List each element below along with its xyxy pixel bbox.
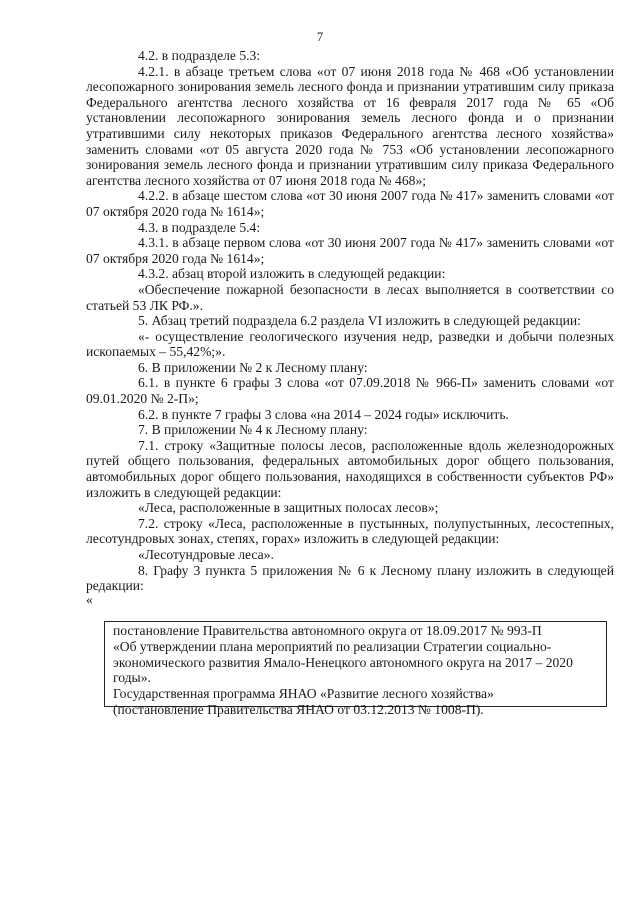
paragraph-quote-forest-tundra: «Лесотундровые леса». bbox=[138, 547, 274, 562]
table-cell-box bbox=[104, 621, 607, 717]
paragraph-4-3: 4.3. в подразделе 5.4: bbox=[138, 219, 261, 235]
page-number: 7 bbox=[316, 30, 324, 44]
paragraph-6: 6. В приложении № 2 к Лесному плану: bbox=[138, 359, 368, 375]
table-cell-line-program: Государственная программа ЯНАО «Развитие лесного хозяйства» bbox=[113, 686, 494, 702]
paragraph-4-3-1: 4.3.1. в абзаце первом слова «от 30 июня 2007 года № 417» заменить словами «от 07 октября 2020 года № 1614»; bbox=[86, 235, 614, 266]
paragraph-4-3-2: 4.3.2. абзац второй изложить в следующей редакции: bbox=[138, 266, 446, 282]
paragraph-4-2-2: 4.2.2. в абзаце шестом слова «от 30 июня 2007 года № 417» заменить словами «от 07 октября 2020 года № 1614»; bbox=[86, 188, 614, 219]
paragraph-6-1: 6.1. в пункте 6 графы 3 слова «от 07.09.2018 № 966-П» заменить словами «от 09.01.2020 № 2-П»; bbox=[86, 375, 614, 407]
paragraph-quote-geology: «- осуществление геологического изучения недр, разведки и добычи полезных ископаемых – 55,42%;». bbox=[86, 328, 614, 360]
paragraph-8: 8. Графу 3 пункта 5 приложения № 6 к Лесному плану изложить в следующей редакции: bbox=[86, 562, 614, 594]
paragraph-6-2: 6.2. в пункте 7 графы 3 слова «на 2014 – 2024 годы» исключить. bbox=[138, 406, 509, 422]
paragraph-4-2: 4.2. в подразделе 5.3: bbox=[138, 48, 261, 63]
paragraph-7-2: 7.2. строку «Леса, расположенные в пустынных, полупустынных, лесостепных, лесотундровых зонах, степях, горах» изложить в следующей редакции: bbox=[86, 515, 614, 547]
paragraph-5: 5. Абзац третий подраздела 6.2 раздела VI изложить в следующей редакции: bbox=[138, 313, 581, 329]
document-body bbox=[86, 48, 614, 606]
table-cell-line-resolution: (постановление Правительства ЯНАО от 03.12.2013 № 1008-П). bbox=[113, 701, 484, 717]
table-cell-line-decree: постановление Правительства автономного округа от 18.09.2017 № 993-П bbox=[113, 623, 542, 638]
paragraph-7-1: 7.1. строку «Защитные полосы лесов, расположенные вдоль железнодорожных путей общего пользования, федеральных автомобильных дорог общего пользования, автомобильных дорог общего пользования, находящихся в собственности субъектов РФ» изложить в следующей редакции: bbox=[86, 437, 614, 500]
paragraph-7: 7. В приложении № 4 к Лесному плану: bbox=[138, 422, 368, 438]
paragraph-4-2-1: 4.2.1. в абзаце третьем слова «от 07 июня 2018 года № 468 «Об установлении лесопожарного зонирования земель лесного фонда и признании утратившим силу приказа Федерального агентства лесного хозяйства от 16 февраля 2017 года № 65 «Об установлении лесопожарного зонирования земель лесного фонда и о признании утратившими силу некоторых приказов Федерального агентства лесного хозяйства» заменить словами «от 05 августа 2020 года № 753 «Об установлении лесопожарного зонирования земель лесного фонда и признании утратившим силу приказа Федерального агентства лесного хозяйства от 07 июня 2018 года № 468»; bbox=[86, 63, 614, 188]
paragraph-quote-protective-strips: «Леса, расположенные в защитных полосах лесов»; bbox=[138, 500, 439, 516]
table-cell-line-plan: «Об утверждении плана мероприятий по реализации Стратегии социально-экономического развития Ямало-Ненецкого автономного округа на 2017 – 2020 годы». bbox=[113, 638, 573, 686]
opening-quote: « bbox=[86, 591, 93, 607]
paragraph-quote-fire-safety: «Обеспечение пожарной безопасности в лесах выполняется в соответствии со статьей 53 ЛК РФ.». bbox=[86, 281, 614, 313]
